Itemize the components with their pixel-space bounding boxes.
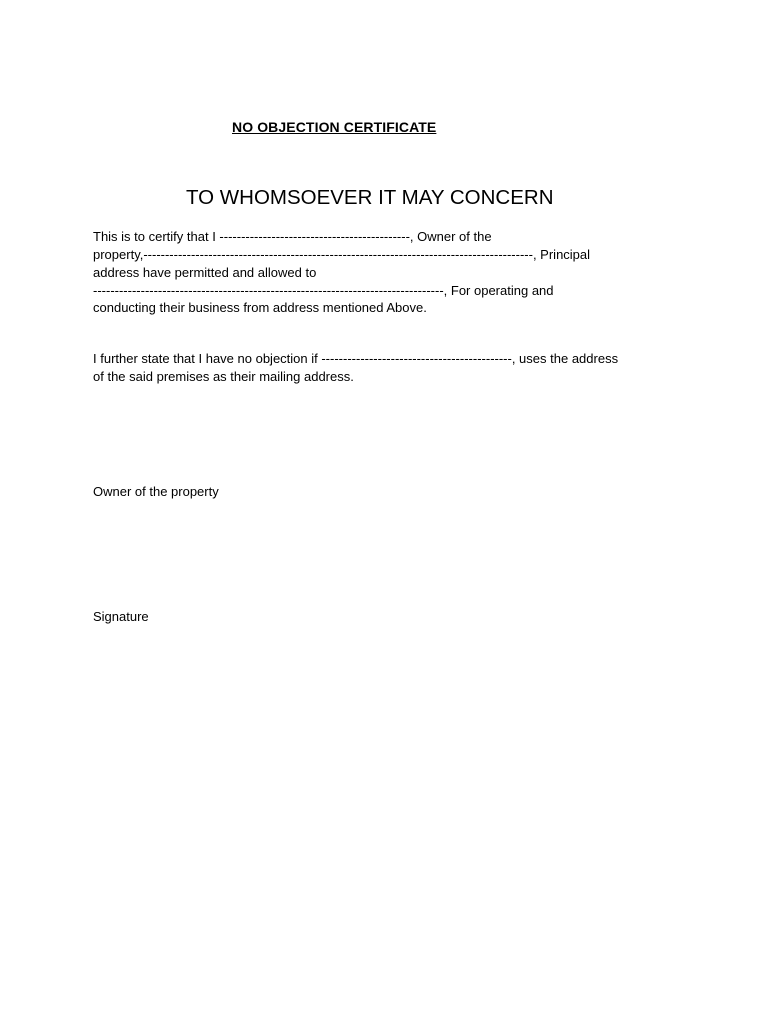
concern-heading: TO WHOMSOEVER IT MAY CONCERN — [186, 186, 554, 209]
paragraph-line: conducting their business from address mentioned Above. — [93, 300, 427, 315]
paragraph-line: I further state that I have no objection if --------------------------------------------, uses the address — [93, 351, 619, 366]
paragraph-line: property,------------------------------------------------------------------------------------------, Principal — [93, 247, 591, 262]
paragraph-line: ---------------------------------------------------------------------------------, For operating and — [93, 283, 554, 298]
paragraph-line: of the said premises as their mailing address. — [93, 369, 354, 384]
signature-label: Signature — [93, 609, 149, 624]
paragraph-line: This is to certify that I --------------------------------------------, Owner of the — [93, 229, 492, 244]
owner-label: Owner of the property — [93, 484, 219, 499]
paragraph-line: address have permitted and allowed to — [93, 265, 317, 280]
certificate-title: NO OBJECTION CERTIFICATE — [232, 119, 437, 135]
